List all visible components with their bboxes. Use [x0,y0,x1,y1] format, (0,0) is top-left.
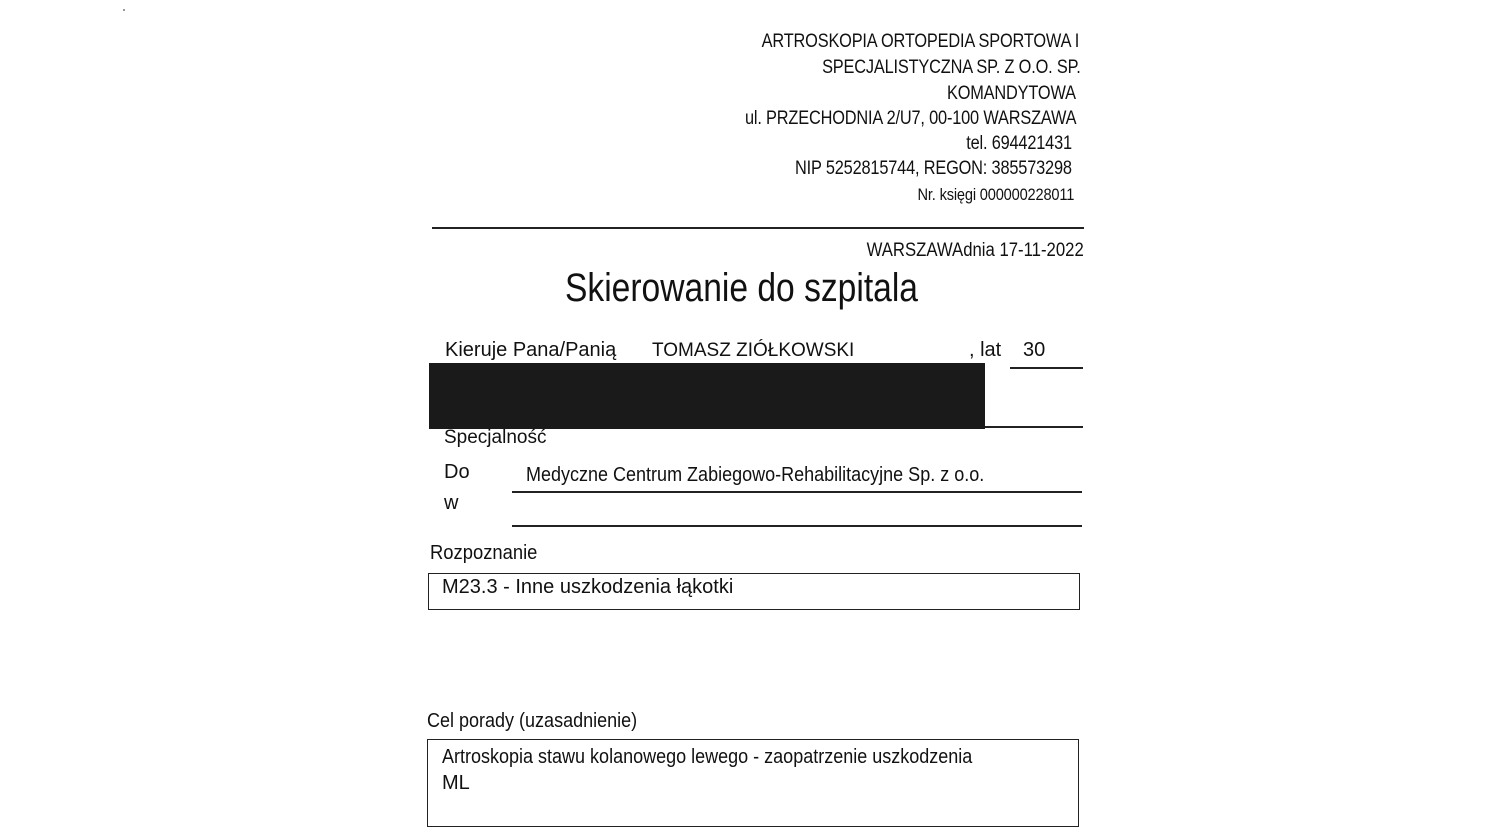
company-phone: tel. 694421431 [966,133,1072,154]
diagnosis-label: Rozpoznanie [430,542,538,564]
purpose-value-line2: ML [442,772,470,794]
redaction-block [429,363,985,429]
company-ids: NIP 5252815744, REGON: 385573298 [795,158,1072,179]
diagnosis-value: M23.3 - Inne uszkodzenia łąkotki [442,576,734,598]
destination-do-label: Do [444,461,470,483]
patient-label: Kieruje Pana/Panią [445,339,617,361]
company-name-line1: ARTROSKOPIA ORTOPEDIA SPORTOWA I [761,31,1079,52]
destination-w-label: w [444,492,459,514]
diagnosis-box [428,573,1080,610]
purpose-value-line1: Artroskopia stawu kolanowego lewego - zaopatrzenie uszkodzenia [442,746,973,768]
destination-do-value: Medyczne Centrum Zabiegowo-Rehabilitacyjne Sp. z o.o. [526,464,985,486]
company-name-line3: KOMANDYTOWA [947,83,1076,104]
patient-name: TOMASZ ZIÓŁKOWSKI [652,340,855,361]
purpose-label: Cel porady (uzasadnienie) [427,710,638,732]
specialty-label: Specjalność [444,427,547,448]
age-underline [1010,367,1083,369]
age-label: , lat [969,339,1002,361]
document-title: Skierowanie do szpitala [565,266,918,310]
company-name-line2: SPECJALISTYCZNA SP. Z O.O. SP. [822,57,1081,78]
destination-w-underline [512,525,1082,527]
destination-do-underline [512,491,1082,493]
purpose-box [427,739,1079,827]
scan-speck [123,9,125,11]
redacted-field-underline [985,426,1083,428]
date-line: WARSZAWAdnia 17-11-2022 [866,240,1084,261]
company-registry: Nr. księgi 000000228011 [917,185,1074,204]
patient-age: 30 [1023,339,1046,361]
company-address: ul. PRZECHODNIA 2/U7, 00-100 WARSZAWA [744,108,1076,129]
header-divider [432,227,1084,229]
